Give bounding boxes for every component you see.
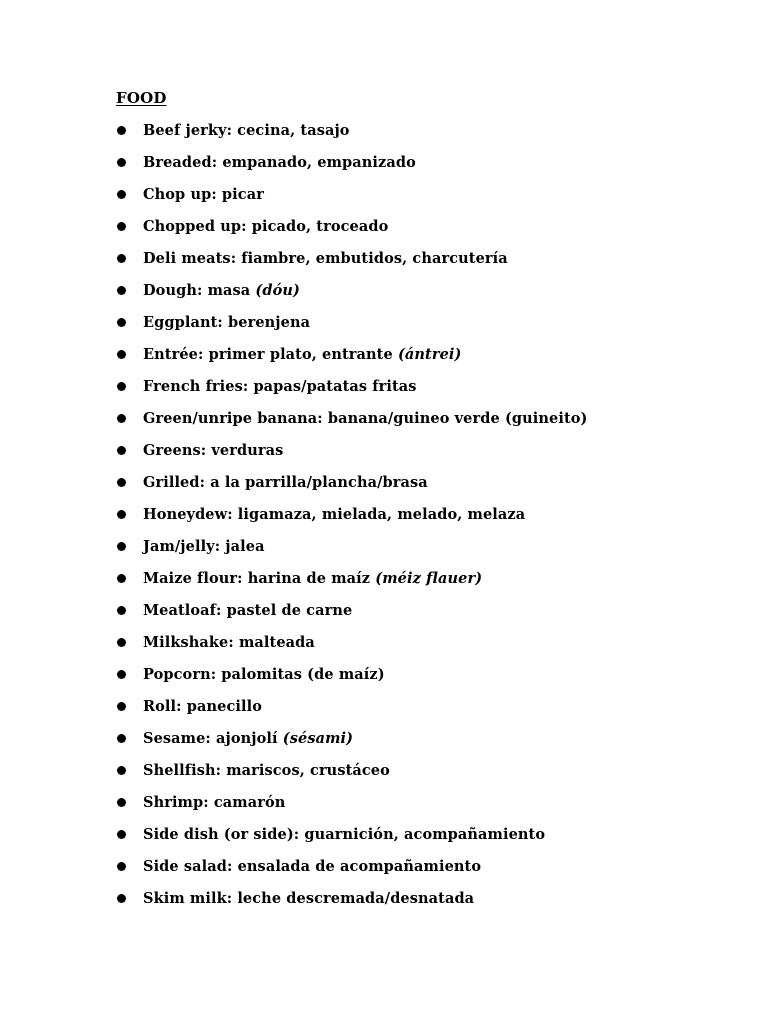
- list-item-text: [143, 472, 428, 494]
- term-translation: Honeydew: ligamaza, mielada, melado, melaza: [143, 506, 526, 523]
- bullet-icon: [117, 702, 126, 711]
- term-translation: Entrée: primer plato, entrante: [143, 346, 398, 363]
- list-item-text: [143, 408, 588, 430]
- list-item-text: [143, 184, 264, 206]
- bullet-icon: [117, 766, 126, 775]
- bullet-icon: [117, 318, 126, 327]
- bullet-icon: [117, 254, 126, 263]
- list-item-text: [143, 600, 352, 622]
- term-translation: Side salad: ensalada de acompañamiento: [143, 858, 482, 875]
- bullet-icon: [117, 830, 126, 839]
- list-item-text: [143, 504, 525, 526]
- bullet-icon: [117, 414, 126, 423]
- term-translation: Sesame: ajonjolí: [143, 730, 283, 747]
- bullet-icon: [117, 510, 126, 519]
- term-translation: Deli meats: fiambre, embutidos, charcutería: [143, 250, 508, 267]
- term-translation: Roll: panecillo: [143, 698, 262, 715]
- list-item-text: [143, 728, 353, 750]
- bullet-icon: [117, 222, 126, 231]
- list-item-text: [143, 760, 390, 782]
- term-translation: French fries: papas/patatas fritas: [143, 378, 417, 395]
- bullet-icon: [117, 478, 126, 487]
- term-translation: Skim milk: leche descremada/desnatada: [143, 890, 475, 907]
- term-translation: Meatloaf: pastel de carne: [143, 602, 353, 619]
- list-item-text: [143, 664, 385, 686]
- term-translation: Dough: masa: [143, 282, 256, 299]
- term-translation: Popcorn: palomitas (de maíz): [143, 666, 385, 683]
- term-translation: Beef jerky: cecina, tasajo: [143, 122, 350, 139]
- bullet-icon: [117, 542, 126, 551]
- term-translation: Grilled: a la parrilla/plancha/brasa: [143, 474, 428, 491]
- list-item-text: [143, 152, 416, 174]
- pronunciation: (méiz flauer): [375, 570, 483, 587]
- bullet-icon: [117, 350, 126, 359]
- list-item-text: [143, 536, 265, 558]
- list-item-text: [143, 280, 300, 302]
- bullet-icon: [117, 862, 126, 871]
- bullet-icon: [117, 126, 126, 135]
- term-translation: Green/unripe banana: banana/guineo verde (guineito): [143, 410, 588, 427]
- list-item-text: [143, 888, 474, 910]
- pronunciation: (ántrei): [397, 346, 462, 363]
- term-translation: Shellfish: mariscos, crustáceo: [143, 762, 390, 779]
- term-translation: Greens: verduras: [143, 442, 284, 459]
- term-translation: Breaded: empanado, empanizado: [143, 154, 416, 171]
- term-translation: Milkshake: malteada: [143, 634, 315, 651]
- list-item-text: [143, 632, 315, 654]
- list-item-text: [143, 344, 461, 366]
- list-item-text: [143, 216, 388, 238]
- list-item-text: [143, 696, 262, 718]
- bullet-icon: [117, 158, 126, 167]
- list-item-text: [143, 376, 417, 398]
- bullet-icon: [117, 894, 126, 903]
- bullet-icon: [117, 574, 126, 583]
- bullet-icon: [117, 798, 126, 807]
- list-item-text: [143, 312, 310, 334]
- list-item-text: [143, 824, 545, 846]
- bullet-icon: [117, 446, 126, 455]
- list-item-text: [143, 856, 481, 878]
- bullet-icon: [117, 286, 126, 295]
- term-translation: Eggplant: berenjena: [143, 314, 311, 331]
- bullet-icon: [117, 382, 126, 391]
- term-translation: Maize flour: harina de maíz: [143, 570, 376, 587]
- list-item-text: [143, 568, 482, 590]
- bullet-icon: [117, 606, 126, 615]
- bullet-icon: [117, 190, 126, 199]
- bullet-icon: [117, 638, 126, 647]
- list-item-text: [143, 440, 283, 462]
- term-translation: Jam/jelly: jalea: [143, 538, 265, 555]
- pronunciation: (dóu): [255, 282, 300, 299]
- pronunciation: (sésami): [282, 730, 354, 747]
- term-translation: Side dish (or side): guarnición, acompañamiento: [143, 826, 546, 843]
- term-translation: Chop up: picar: [143, 186, 264, 203]
- section-heading: FOOD: [116, 89, 167, 107]
- list-item-text: [143, 248, 508, 270]
- term-translation: Shrimp: camarón: [143, 794, 286, 811]
- list-item-text: [143, 120, 350, 142]
- bullet-icon: [117, 670, 126, 679]
- term-translation: Chopped up: picado, troceado: [143, 218, 389, 235]
- bullet-icon: [117, 734, 126, 743]
- list-item-text: [143, 792, 285, 814]
